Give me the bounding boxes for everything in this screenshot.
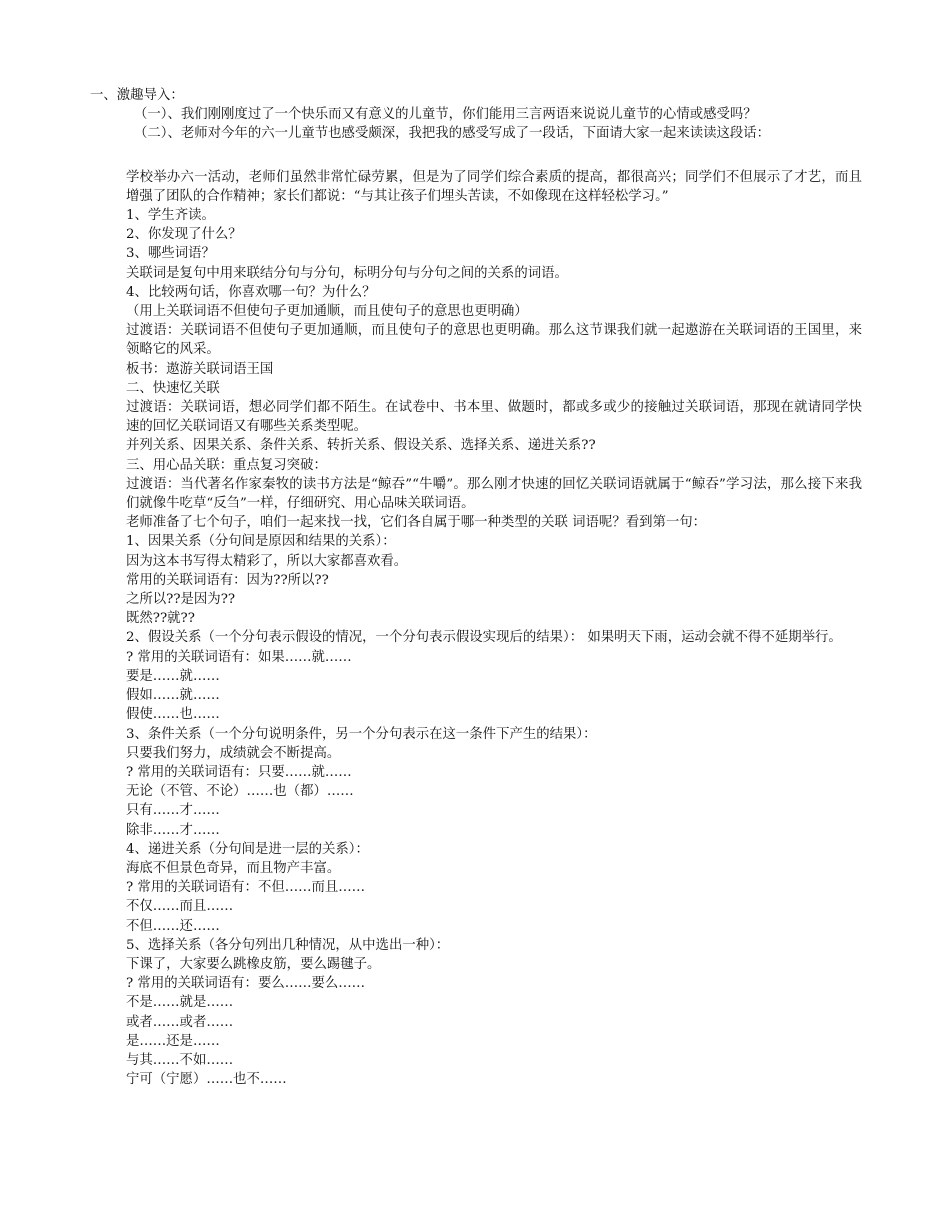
connective-item: 除非……才…… bbox=[126, 822, 220, 838]
relationship-heading: 5、选择关系（各分句列出几种情况，从中选出一种）： bbox=[126, 937, 450, 953]
reading-passage: 学校举办六一活动，老师们虽然非常忙碌劳累，但是为了同学们综合素质的提高，都很高兴；同学们不但展示了才艺，而且增强了团队的合作精神；家长们都说：“与其让孩子们埋头苦读，不如像现在这样轻松学习。” bbox=[126, 169, 862, 204]
connective-item: 假使……也…… bbox=[126, 707, 220, 723]
relationship-list: 并列关系、因果关系、条件关系、转折关系、假设关系、选择关系、递进关系?? bbox=[126, 438, 596, 454]
connective-item: 假如……就…… bbox=[126, 688, 220, 704]
relationship-heading: 3、条件关系（一个分句说明条件，另一个分句表示在这一条件下产生的结果）： bbox=[126, 726, 597, 742]
relationship-heading: 2、假设关系（一个分句表示假设的情况，一个分句表示假设实现后的结果）： 如果明天下雨，运动会就不得不延期举行。 bbox=[126, 630, 842, 646]
example-sentence: 因为这本书写得太精彩了，所以大家都喜欢看。 bbox=[126, 553, 408, 569]
connective-list: ? 常用的关联词语有：如果……就…… bbox=[126, 649, 352, 665]
connective-list: ? 常用的关联词语有：不但……而且…… bbox=[126, 880, 366, 896]
list-item: 3、哪些词语？ bbox=[126, 246, 215, 262]
connective-list: ? 常用的关联词语有：只要……就…… bbox=[126, 764, 352, 780]
connective-item: 只有……才…… bbox=[126, 803, 220, 819]
document-body bbox=[90, 86, 862, 1089]
connective-item: 之所以??是因为?? bbox=[126, 592, 236, 608]
connective-item: 不是……就是…… bbox=[126, 995, 234, 1011]
connective-item: 不仅……而且…… bbox=[126, 899, 234, 915]
connective-item: 宁可（宁愿）……也不…… bbox=[126, 1072, 287, 1088]
transition-paragraph: 过渡语：当代著名作家秦牧的读书方法是“鲸吞”“牛嚼”。那么刚才快速的回忆关联词语就属于“鲸吞”学习法，那么接下来我们就像牛吃草“反刍”一样，仔细研究、用心品味关联词语。 bbox=[126, 476, 862, 512]
section-heading: 三、用心品关联：重点复习突破： bbox=[126, 457, 327, 473]
section-heading: 二、快速忆关联 bbox=[126, 380, 220, 396]
connective-list: 常用的关联词语有：因为??所以?? bbox=[126, 572, 329, 588]
relationship-heading: 1、因果关系（分句间是原因和结果的关系）： bbox=[126, 534, 396, 550]
note-text: （用上关联词语不但使句子更加通顺，而且使句子的意思也更明确） bbox=[126, 304, 528, 320]
transition-paragraph: 过渡语：关联词语不但使句子更加通顺，而且使句子的意思也更明确。那么这节课我们就一起遨游在关联词语的王国里，来领略它的风采。 bbox=[126, 323, 862, 358]
board-note: 板书：遨游关联词语王国 bbox=[126, 361, 274, 377]
connective-item: 或者……或者…… bbox=[126, 1014, 234, 1030]
example-sentence: 只要我们努力，成绩就会不断提高。 bbox=[126, 745, 341, 761]
connective-item: 无论（不管、不论）……也（都）…… bbox=[126, 784, 354, 800]
transition-paragraph: 过渡语：关联词语，想必同学们都不陌生。在试卷中、书本里、做题时，都或多或少的接触过关联词语，那现在就请同学快速的回忆关联词语又有哪些关系类型呢。 bbox=[126, 400, 862, 435]
connective-list: ? 常用的关联词语有：要么……要么…… bbox=[126, 976, 366, 992]
definition-text: 关联词是复句中用来联结分句与分句，标明分句与分句之间的关系的词语。 bbox=[126, 265, 568, 281]
connective-item: 是……还是…… bbox=[126, 1033, 220, 1049]
list-item: 1、学生齐读。 bbox=[126, 208, 215, 224]
paragraph-line: （二）、老师对今年的六一儿童节也感受颇深，我把我的感受写成了一段话，下面请大家一起来读读这段话： bbox=[134, 126, 771, 142]
paragraph-line: （一）、我们刚刚度过了一个快乐而又有意义的儿童节，你们能用三言两语来说说儿童节的心情或感受吗？ bbox=[134, 107, 757, 123]
list-item: 4、比较两句话，你喜欢哪一句？为什么？ bbox=[126, 284, 376, 300]
section-heading: 一、激趣导入： bbox=[90, 88, 184, 103]
list-item: 2、你发现了什么？ bbox=[126, 227, 242, 243]
blank-gap bbox=[90, 144, 862, 168]
connective-item: 既然??就?? bbox=[126, 611, 195, 627]
relationship-heading: 4、递进关系（分句间是进一层的关系）： bbox=[126, 841, 369, 857]
connective-item: 不但……还…… bbox=[126, 918, 220, 934]
example-sentence: 海底不但景色奇异，而且物产丰富。 bbox=[126, 860, 341, 876]
example-sentence: 下课了，大家要么跳橡皮筋，要么踢毽子。 bbox=[126, 956, 381, 972]
connective-item: 与其……不如…… bbox=[126, 1052, 234, 1068]
paragraph-line: 老师准备了七个句子，咱们一起来找一找，它们各自属于哪一种类型的关联 词语呢？看到第一句： bbox=[126, 515, 707, 531]
connective-item: 要是……就…… bbox=[126, 668, 220, 684]
